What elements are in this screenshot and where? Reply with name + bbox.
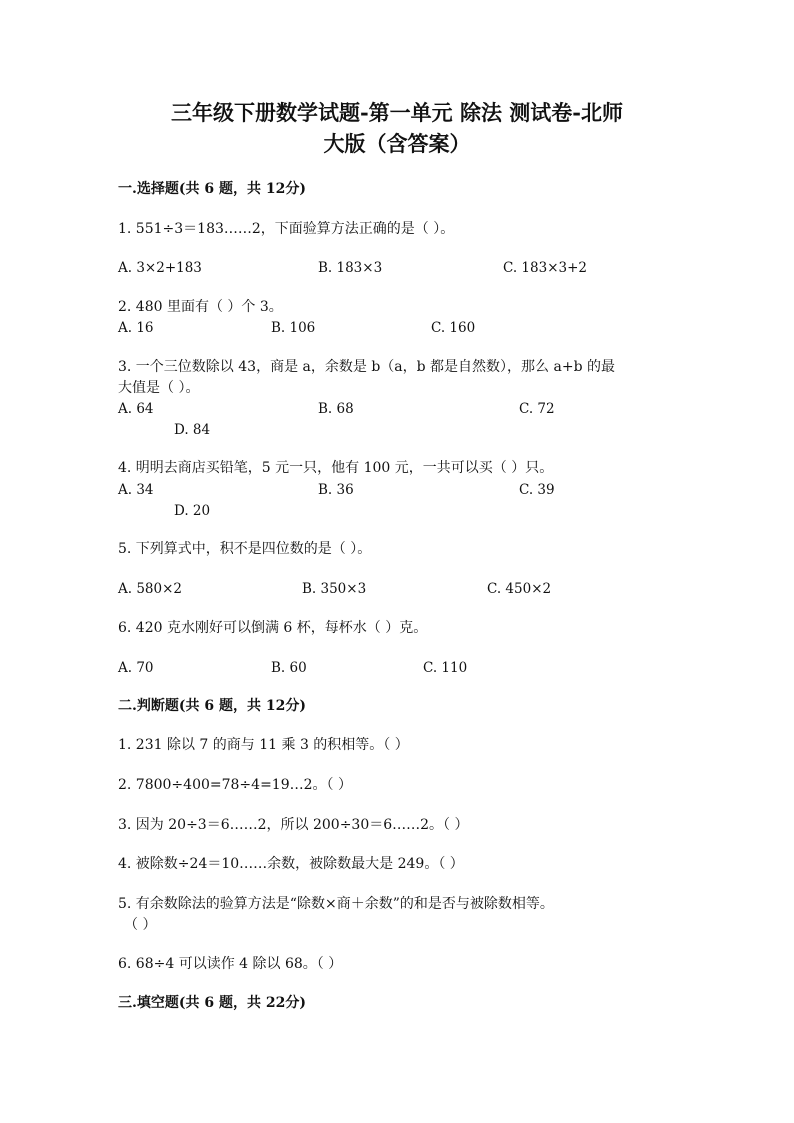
choice-q3-stem-line1: 3. 一个三位数除以 43，商是 a，余数是 b（a，b 都是自然数），那么 a+b 的最 bbox=[118, 359, 615, 375]
section-heading-choice: 一.选择题(共 6 题，共 12分) bbox=[118, 181, 306, 197]
choice-q5-option-b: B. 350×3 bbox=[302, 581, 367, 597]
section-heading-fill: 三.填空题(共 6 题，共 22分) bbox=[118, 995, 306, 1011]
choice-q5-stem: 5. 下列算式中，积不是四位数的是（ ）。 bbox=[118, 541, 372, 557]
judge-q4: 4. 被除数÷24＝10……余数，被除数最大是 249。（ ） bbox=[118, 856, 464, 872]
choice-q3-option-b: B. 68 bbox=[318, 401, 354, 417]
choice-q2-stem: 2. 480 里面有（ ）个 3。 bbox=[118, 299, 283, 315]
section-heading-judge: 二.判断题(共 6 题，共 12分) bbox=[118, 698, 306, 714]
judge-q2: 2. 7800÷400=78÷4=19…2。（ ） bbox=[118, 777, 352, 793]
choice-q4-option-a: A. 34 bbox=[118, 482, 154, 498]
choice-q1-option-c: C. 183×3+2 bbox=[503, 260, 587, 276]
judge-q5-line1: 5. 有余数除法的验算方法是“除数×商＋余数”的和是否与被除数相等。 bbox=[118, 896, 554, 912]
choice-q3-option-a: A. 64 bbox=[118, 401, 154, 417]
choice-q2-option-a: A. 16 bbox=[118, 320, 154, 336]
choice-q2-option-c: C. 160 bbox=[431, 320, 476, 336]
choice-q6-option-a: A. 70 bbox=[118, 660, 154, 676]
choice-q5-option-a: A. 580×2 bbox=[118, 581, 182, 597]
choice-q1-option-a: A. 3×2+183 bbox=[118, 260, 202, 276]
choice-q6-option-c: C. 110 bbox=[423, 660, 468, 676]
document-title-line1: 三年级下册数学试题-第一单元 除法 测试卷-北师 bbox=[170, 100, 624, 125]
choice-q3-stem-line2: 大值是（ ）。 bbox=[118, 380, 200, 396]
judge-q5-line2: （ ） bbox=[124, 917, 157, 933]
document-title-line2: 大版（含答案） bbox=[323, 131, 471, 156]
choice-q3-option-d: D. 84 bbox=[174, 422, 211, 438]
choice-q3-option-c: C. 72 bbox=[519, 401, 555, 417]
judge-q6: 6. 68÷4 可以读作 4 除以 68。（ ） bbox=[118, 956, 343, 972]
choice-q4-stem: 4. 明明去商店买铅笔，5 元一只，他有 100 元，一共可以买（ ）只。 bbox=[118, 460, 554, 476]
choice-q4-option-d: D. 20 bbox=[174, 503, 211, 519]
judge-q3: 3. 因为 20÷3＝6……2，所以 200÷30＝6……2。（ ） bbox=[118, 817, 469, 833]
choice-q6-stem: 6. 420 克水刚好可以倒满 6 杯，每杯水（ ）克。 bbox=[118, 620, 428, 636]
choice-q5-option-c: C. 450×2 bbox=[487, 581, 552, 597]
choice-q1-stem: 1. 551÷3＝183……2，下面验算方法正确的是（ ）。 bbox=[118, 221, 455, 237]
choice-q6-option-b: B. 60 bbox=[271, 660, 307, 676]
choice-q1-option-b: B. 183×3 bbox=[318, 260, 383, 276]
choice-q4-option-c: C. 39 bbox=[519, 482, 555, 498]
choice-q2-option-b: B. 106 bbox=[271, 320, 316, 336]
judge-q1: 1. 231 除以 7 的商与 11 乘 3 的积相等。（ ） bbox=[118, 737, 409, 753]
choice-q4-option-b: B. 36 bbox=[318, 482, 354, 498]
